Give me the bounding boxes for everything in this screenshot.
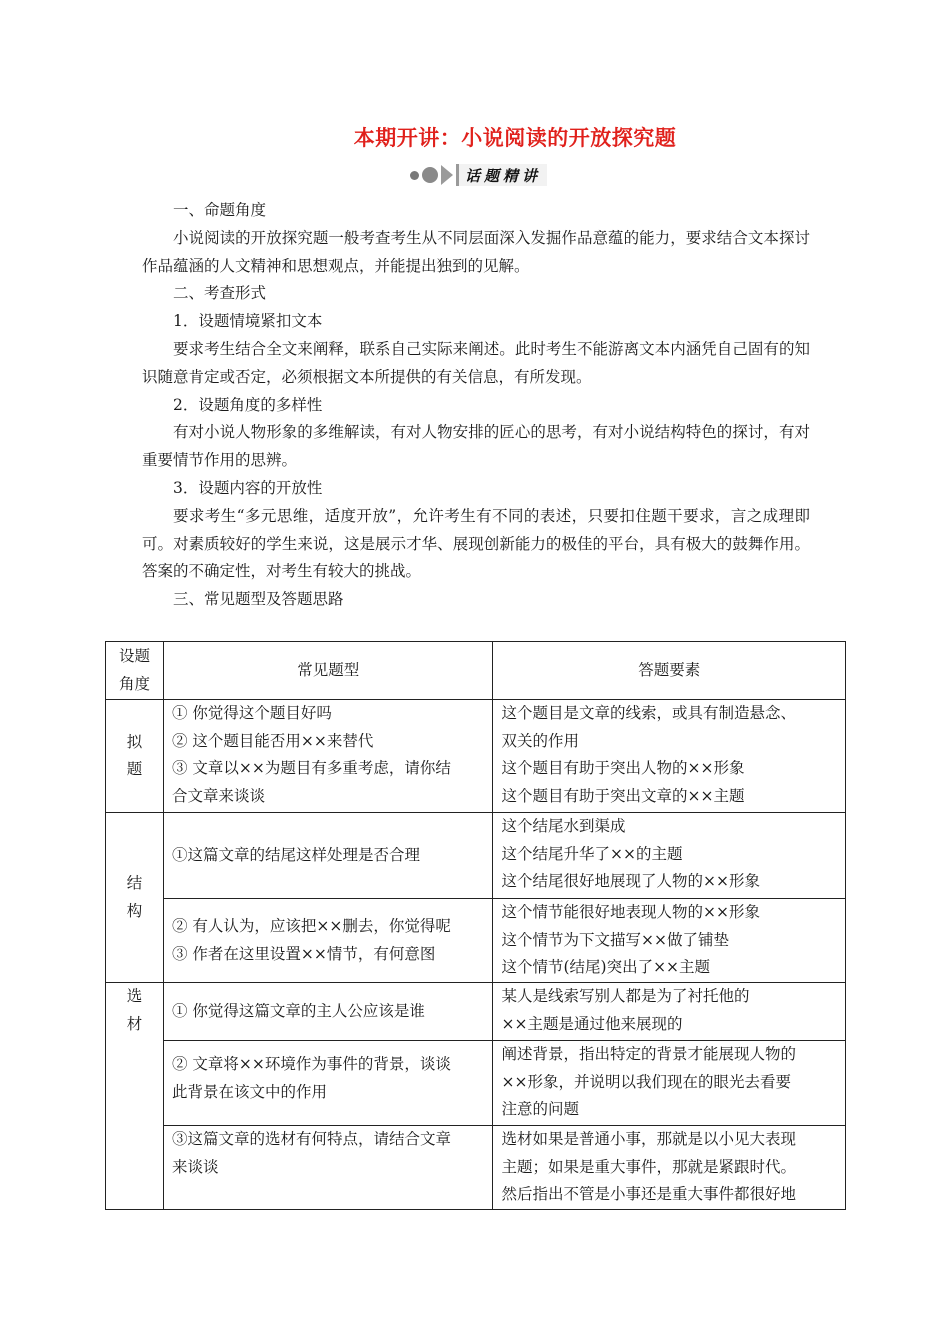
table-row <box>106 1041 846 1126</box>
section-banner <box>410 160 547 190</box>
large-dot-icon <box>422 167 438 183</box>
table-header-row <box>106 642 846 700</box>
subheading: 3．设题内容的开放性 <box>173 478 323 497</box>
elements-cell: 这个情节能很好地表现人物的××形象 这个情节为下文描写××做了铺垫 这个情节(结尾)突出了××主题 <box>493 899 846 983</box>
types-cell: ① 你觉得这个题目好吗 ② 这个题目能否用××来替代 ③ 文章以××为题目有多重考虑，请你结 合文章来谈谈 <box>163 700 493 813</box>
row-angle-xuancai: 选 材 <box>106 983 164 1210</box>
table-row <box>106 983 846 1041</box>
table-row <box>106 899 846 983</box>
paragraph: 要求考生“多元思维，适度开放”，允许考生有不同的表述，只要扣住题干要求，言之成理即可。对素质较好的学生来说，这是展示才华、展现创新能力的极佳的平台，具有极大的鼓舞作用。答案的不确定性，对考生有较大的挑战。 <box>142 506 810 581</box>
question-type-table <box>105 641 846 1210</box>
subheading: 1．设题情境紧扣文本 <box>173 312 323 331</box>
elements-cell: 阐述背景，指出特定的背景才能展现人物的 ××形象，并说明以我们现在的眼光去看要 注意的问题 <box>493 1041 846 1126</box>
table-row <box>106 1126 846 1210</box>
table-row <box>106 813 846 899</box>
banner-label: 话题精讲 <box>456 164 547 186</box>
arrow-icon <box>441 165 453 185</box>
subheading: 2．设题角度的多样性 <box>173 395 323 414</box>
section-heading: 一、命题角度 <box>173 201 267 219</box>
types-cell: ② 文章将××环境作为事件的背景，谈谈 此背景在该文中的作用 <box>163 1041 493 1126</box>
types-cell: ③这篇文章的选材有何特点，请结合文章 来谈谈 <box>163 1126 493 1210</box>
table-row <box>106 700 846 813</box>
row-angle-jiegou: 结 构 <box>106 813 164 983</box>
section-heading: 二、考查形式 <box>173 284 267 303</box>
elements-cell: 这个题目是文章的线索，或具有制造悬念、 双关的作用 这个题目有助于突出人物的××形象 这个题目有助于突出文章的××主题 <box>493 700 846 813</box>
types-cell: ①这篇文章的结尾这样处理是否合理 <box>163 813 493 899</box>
types-cell: ① 你觉得这篇文章的主人公应该是谁 <box>163 983 493 1041</box>
paragraph: 小说阅读的开放探究题一般考查考生从不同层面深入发掘作品意蕴的能力，要求结合文本探讨作品蕴涵的人文精神和思想观点，并能提出独到的见解。 <box>142 228 810 275</box>
elements-cell: 选材如果是普通小事，那就是以小见大表现 主题；如果是重大事件，那就是紧跟时代。 然后指出不管是小事还是重大事件都很好地 <box>493 1126 846 1210</box>
elements-cell: 这个结尾水到渠成 这个结尾升华了××的主题 这个结尾很好地展现了人物的××形象 <box>493 813 846 899</box>
paragraph: 有对小说人物形象的多维解读，有对人物安排的匠心的思考，有对小说结构特色的探讨，有对重要情节作用的思辨。 <box>142 423 810 470</box>
page-title: 本期开讲：小说阅读的开放探究题 <box>353 125 677 150</box>
header-types: 常见题型 <box>163 642 493 700</box>
header-elements: 答题要素 <box>493 642 846 700</box>
header-angle: 设题 角度 <box>106 642 164 700</box>
row-angle-niti: 拟 题 <box>106 700 164 813</box>
body-text <box>142 197 810 614</box>
paragraph: 要求考生结合全文来阐释，联系自己实际来阐述。此时考生不能游离文本内涵凭自己固有的知识随意肯定或否定，必须根据文本所提供的有关信息，有所发现。 <box>142 339 810 386</box>
small-dot-icon <box>410 171 419 180</box>
types-cell: ② 有人认为，应该把××删去，你觉得呢 ③ 作者在这里设置××情节，有何意图 <box>163 899 493 983</box>
elements-cell: 某人是线索写别人都是为了衬托他的 ××主题是通过他来展现的 <box>493 983 846 1041</box>
section-heading: 三、常见题型及答题思路 <box>173 590 344 609</box>
